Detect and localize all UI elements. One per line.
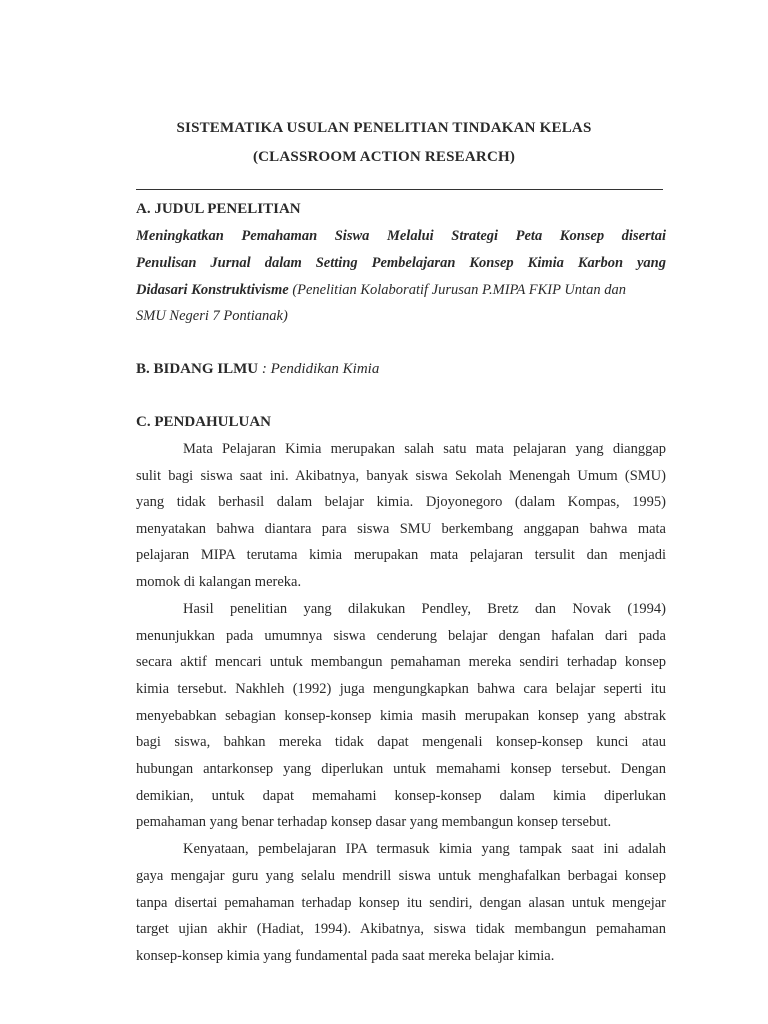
bidang-ilmu-label: B. BIDANG ILMU xyxy=(136,361,259,377)
bidang-ilmu-value: Pendidikan Kimia xyxy=(270,361,380,377)
paragraph-2-line-9: pemahaman yang benar terhadap konsep dasar yang membangun konsep tersebut. xyxy=(136,814,612,830)
paragraph-1-line-6: momok di kalangan mereka. xyxy=(136,574,302,590)
paragraph-3-line-3: tanpa disertai pemahaman terhadap konsep itu sendiri, dengan alasan untuk mengejar xyxy=(136,895,666,911)
bidang-ilmu-separator: : xyxy=(258,361,271,377)
document-title: SISTEMATIKA USULAN PENELITIAN TINDAKAN KELAS xyxy=(176,120,592,136)
paragraph-1-line-5: pelajaran MIPA terutama kimia merupakan mata pelajaran tersulit dan menjadi xyxy=(136,547,666,563)
judul-line-3 xyxy=(136,282,666,299)
paragraph-2-line-4: kimia tersebut. Nakhleh (1992) juga mengungkapkan bahwa cara belajar seperti itu xyxy=(136,681,666,697)
paragraph-1-line-1: Mata Pelajaran Kimia merupakan salah satu mata pelajaran yang dianggap xyxy=(183,441,666,457)
judul-line-3-bold: Didasari Konstruktivisme xyxy=(136,282,289,298)
title-divider xyxy=(136,189,663,190)
judul-line-2: Penulisan Jurnal dalam Setting Pembelajaran Konsep Kimia Karbon yang xyxy=(136,255,666,271)
paragraph-2-line-8: demikian, untuk dapat memahami konsep-konsep dalam kimia diperlukan xyxy=(136,788,666,804)
paragraph-3-line-2: gaya mengajar guru yang selalu mendrill siswa untuk menghafalkan berbagai konsep xyxy=(136,868,666,884)
paragraph-2-line-5: menyebabkan sebagian konsep-konsep kimia masih merupakan konsep yang abstrak xyxy=(136,708,666,724)
paragraph-2-line-2: menunjukkan pada umumnya siswa cenderung belajar dengan hafalan dari pada xyxy=(136,628,666,644)
paragraph-3-line-5: konsep-konsep kimia yang fundamental pada saat mereka belajar kimia. xyxy=(136,948,555,964)
paragraph-3-line-1: Kenyataan, pembelajaran IPA termasuk kimia yang tampak saat ini adalah xyxy=(183,841,666,857)
paragraph-2-line-1: Hasil penelitian yang dilakukan Pendley, Bretz dan Novak (1994) xyxy=(183,601,666,617)
section-c-heading: C. PENDAHULUAN xyxy=(136,414,271,430)
document-subtitle: (CLASSROOM ACTION RESEARCH) xyxy=(252,149,516,165)
judul-line-1: Meningkatkan Pemahaman Siswa Melalui Strategi Peta Konsep disertai xyxy=(136,228,666,244)
paragraph-2-line-7: hubungan antarkonsep yang diperlukan untuk memahami konsep tersebut. Dengan xyxy=(136,761,666,777)
paragraph-2-line-3: secara aktif mencari untuk membangun pemahaman mereka sendiri terhadap konsep xyxy=(136,654,666,670)
judul-line-3-italic: (Penelitian Kolaboratif Jurusan P.MIPA FKIP Untan dan xyxy=(288,282,626,298)
judul-line-4: SMU Negeri 7 Pontianak) xyxy=(136,308,288,324)
paragraph-2-line-6: bagi siswa, bahkan mereka tidak dapat mengenali konsep-konsep kunci atau xyxy=(136,734,666,750)
section-a-heading: A. JUDUL PENELITIAN xyxy=(136,201,301,217)
paragraph-1-line-2: sulit bagi siswa saat ini. Akibatnya, banyak siswa Sekolah Menengah Umum (SMU) xyxy=(136,468,666,484)
paragraph-1-line-3: yang tidak berhasil dalam belajar kimia. Djoyonegoro (dalam Kompas, 1995) xyxy=(136,494,666,510)
paragraph-3-line-4: target ujian akhir (Hadiat, 1994). Akibatnya, siswa tidak membangun pemahaman xyxy=(136,921,666,937)
section-b-heading xyxy=(136,361,379,378)
paragraph-1-line-4: menyatakan bahwa diantara para siswa SMU berkembang anggapan bahwa mata xyxy=(136,521,666,537)
